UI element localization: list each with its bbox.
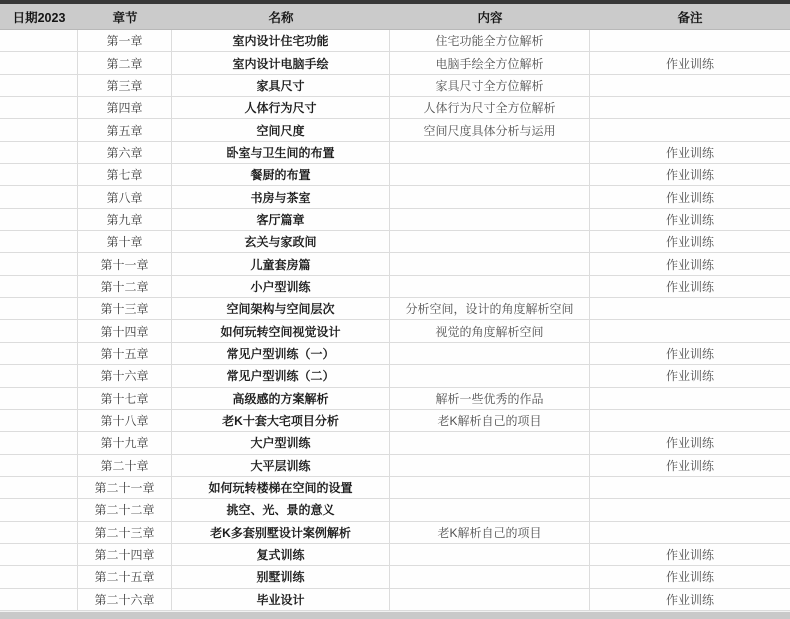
table-row <box>0 343 790 365</box>
cell-date[interactable] <box>0 231 78 252</box>
cell-name[interactable]: 老K多套别墅设计案例解析 <box>172 522 390 543</box>
cell-name[interactable]: 卧室与卫生间的布置 <box>172 142 390 163</box>
cell-chapter[interactable]: 第二十三章 <box>78 522 172 543</box>
cell-chapter[interactable]: 第十一章 <box>78 253 172 274</box>
column-header-date[interactable]: 日期2023 <box>12 10 66 25</box>
cell-date[interactable] <box>0 343 78 364</box>
cell-remark[interactable]: 作业训练 <box>665 145 714 160</box>
cell-remark[interactable]: 作业训练 <box>665 279 714 294</box>
cell-chapter[interactable]: 第十三章 <box>78 298 172 319</box>
cell-name[interactable]: 如何玩转楼梯在空间的设置 <box>172 477 390 498</box>
cell-content[interactable] <box>390 343 590 364</box>
cell-content[interactable] <box>390 566 590 587</box>
cell-date[interactable] <box>0 276 78 297</box>
cell-date[interactable] <box>0 589 78 610</box>
cell-chapter[interactable]: 第十四章 <box>78 320 172 341</box>
cell-name[interactable]: 室内设计住宅功能 <box>172 30 390 51</box>
sheet-bottom-edge <box>0 611 790 619</box>
cell-name[interactable]: 空间尺度 <box>172 119 390 140</box>
cell-name[interactable]: 毕业设计 <box>172 589 390 610</box>
cell-name[interactable]: 挑空、光、景的意义 <box>172 499 390 520</box>
cell-chapter[interactable]: 第十九章 <box>78 432 172 453</box>
column-header-chapter[interactable]: 章节 <box>112 10 138 25</box>
cell-chapter[interactable]: 第七章 <box>78 164 172 185</box>
table-row <box>0 209 790 231</box>
table-row <box>0 320 790 342</box>
cell-content[interactable] <box>390 477 590 498</box>
cell-remark[interactable]: 作业训练 <box>665 570 714 585</box>
table-row <box>0 388 790 410</box>
cell-date[interactable] <box>0 365 78 386</box>
table-row <box>0 589 790 611</box>
cell-content[interactable] <box>390 209 590 230</box>
cell-name[interactable]: 常见户型训练（二） <box>172 365 390 386</box>
cell-content[interactable] <box>390 231 590 252</box>
table-row <box>0 566 790 588</box>
cell-remark[interactable]: 作业训练 <box>665 369 714 384</box>
column-header-content[interactable]: 内容 <box>477 10 503 25</box>
cell-name[interactable]: 客厅篇章 <box>172 209 390 230</box>
cell-remark[interactable]: 作业训练 <box>665 212 714 227</box>
cell-date[interactable] <box>0 253 78 274</box>
cell-date[interactable] <box>0 499 78 520</box>
cell-remark[interactable] <box>590 30 790 51</box>
cell-content[interactable]: 老K解析自己的项目 <box>390 410 590 431</box>
cell-date[interactable] <box>0 477 78 498</box>
cell-name[interactable]: 玄关与家政间 <box>172 231 390 252</box>
cell-content[interactable] <box>390 186 590 207</box>
cell-name[interactable]: 儿童套房篇 <box>172 253 390 274</box>
cell-remark[interactable] <box>590 522 790 543</box>
cell-date[interactable] <box>0 455 78 476</box>
cell-remark[interactable] <box>590 320 790 341</box>
cell-content[interactable] <box>390 544 590 565</box>
cell-content[interactable]: 空间尺度具体分析与运用 <box>390 119 590 140</box>
cell-remark[interactable]: 作业训练 <box>665 346 714 361</box>
cell-remark[interactable]: 作业训练 <box>665 56 714 71</box>
cell-remark[interactable]: 作业训练 <box>665 436 714 451</box>
cell-chapter[interactable]: 第二十六章 <box>78 589 172 610</box>
table-row <box>0 75 790 97</box>
cell-chapter[interactable]: 第二章 <box>78 52 172 73</box>
cell-chapter[interactable]: 第二十二章 <box>78 499 172 520</box>
cell-chapter[interactable]: 第二十五章 <box>78 566 172 587</box>
cell-chapter[interactable]: 第二十四章 <box>78 544 172 565</box>
table-row <box>0 30 790 52</box>
cell-chapter[interactable]: 第十六章 <box>78 365 172 386</box>
cell-remark[interactable] <box>590 388 790 409</box>
cell-content[interactable]: 住宅功能全方位解析 <box>390 30 590 51</box>
cell-chapter[interactable]: 第四章 <box>78 97 172 118</box>
table-row <box>0 119 790 141</box>
cell-date[interactable] <box>0 97 78 118</box>
table-row <box>0 499 790 521</box>
cell-name[interactable]: 大平层训练 <box>172 455 390 476</box>
cell-chapter[interactable]: 第五章 <box>78 119 172 140</box>
cell-chapter[interactable]: 第二十一章 <box>78 477 172 498</box>
cell-name[interactable]: 常见户型训练（一） <box>172 343 390 364</box>
cell-remark[interactable]: 作业训练 <box>665 257 714 272</box>
table-row <box>0 455 790 477</box>
cell-name[interactable]: 大户型训练 <box>172 432 390 453</box>
cell-content[interactable]: 解析一些优秀的作品 <box>390 388 590 409</box>
cell-remark[interactable]: 作业训练 <box>665 548 714 563</box>
table-row <box>0 52 790 74</box>
table-body <box>0 30 790 611</box>
cell-content[interactable] <box>390 499 590 520</box>
cell-date[interactable] <box>0 142 78 163</box>
column-header-name[interactable]: 名称 <box>268 10 294 25</box>
cell-content[interactable] <box>390 365 590 386</box>
cell-name[interactable]: 高级感的方案解析 <box>172 388 390 409</box>
cell-remark[interactable]: 作业训练 <box>665 592 714 607</box>
cell-name[interactable]: 如何玩转空间视觉设计 <box>172 320 390 341</box>
cell-remark[interactable]: 作业训练 <box>665 190 714 205</box>
cell-remark[interactable] <box>590 298 790 319</box>
cell-name[interactable]: 餐厨的布置 <box>172 164 390 185</box>
cell-name[interactable]: 复式训练 <box>172 544 390 565</box>
cell-content[interactable]: 老K解析自己的项目 <box>390 522 590 543</box>
cell-date[interactable] <box>0 566 78 587</box>
cell-content[interactable] <box>390 589 590 610</box>
cell-remark[interactable]: 作业训练 <box>665 168 714 183</box>
cell-content[interactable]: 视觉的角度解析空间 <box>390 320 590 341</box>
cell-date[interactable] <box>0 388 78 409</box>
table-row <box>0 432 790 454</box>
table-row <box>0 142 790 164</box>
cell-date[interactable] <box>0 432 78 453</box>
cell-remark[interactable]: 作业训练 <box>665 458 714 473</box>
cell-name[interactable]: 空间架构与空间层次 <box>172 298 390 319</box>
cell-remark[interactable] <box>590 75 790 96</box>
cell-chapter[interactable]: 第九章 <box>78 209 172 230</box>
cell-chapter[interactable]: 第八章 <box>78 186 172 207</box>
cell-date[interactable] <box>0 164 78 185</box>
cell-chapter[interactable]: 第十章 <box>78 231 172 252</box>
cell-date[interactable] <box>0 209 78 230</box>
cell-date[interactable] <box>0 522 78 543</box>
table-row <box>0 231 790 253</box>
table-row <box>0 522 790 544</box>
cell-date[interactable] <box>0 544 78 565</box>
cell-content[interactable]: 分析空间，设计的角度解析空间 <box>390 298 590 319</box>
cell-content[interactable]: 人体行为尺寸全方位解析 <box>390 97 590 118</box>
cell-date[interactable] <box>0 410 78 431</box>
cell-name[interactable]: 小户型训练 <box>172 276 390 297</box>
table-row <box>0 276 790 298</box>
cell-date[interactable] <box>0 119 78 140</box>
cell-remark[interactable] <box>590 499 790 520</box>
table-row <box>0 365 790 387</box>
table-header-row <box>0 4 790 30</box>
cell-content[interactable] <box>390 164 590 185</box>
cell-chapter[interactable]: 第十七章 <box>78 388 172 409</box>
table-row <box>0 544 790 566</box>
column-header-remark[interactable]: 备注 <box>677 10 703 25</box>
cell-date[interactable] <box>0 52 78 73</box>
cell-content[interactable] <box>390 142 590 163</box>
cell-remark[interactable] <box>590 477 790 498</box>
cell-date[interactable] <box>0 30 78 51</box>
cell-name[interactable]: 老K十套大宅项目分析 <box>172 410 390 431</box>
cell-chapter[interactable]: 第三章 <box>78 75 172 96</box>
table-row <box>0 410 790 432</box>
cell-date[interactable] <box>0 75 78 96</box>
cell-remark[interactable] <box>590 119 790 140</box>
cell-chapter[interactable]: 第一章 <box>78 30 172 51</box>
cell-chapter[interactable]: 第六章 <box>78 142 172 163</box>
cell-remark[interactable]: 作业训练 <box>665 235 714 250</box>
table-row <box>0 97 790 119</box>
table-row <box>0 253 790 275</box>
cell-content[interactable] <box>390 253 590 274</box>
table-row <box>0 477 790 499</box>
cell-chapter[interactable]: 第二十章 <box>78 455 172 476</box>
cell-chapter[interactable]: 第十五章 <box>78 343 172 364</box>
table-row <box>0 164 790 186</box>
cell-name[interactable]: 人体行为尺寸 <box>172 97 390 118</box>
cell-date[interactable] <box>0 298 78 319</box>
cell-name[interactable]: 书房与茶室 <box>172 186 390 207</box>
cell-date[interactable] <box>0 320 78 341</box>
cell-name[interactable]: 家具尺寸 <box>172 75 390 96</box>
cell-name[interactable]: 别墅训练 <box>172 566 390 587</box>
cell-chapter[interactable]: 第十二章 <box>78 276 172 297</box>
cell-name[interactable]: 室内设计电脑手绘 <box>172 52 390 73</box>
cell-remark[interactable] <box>590 410 790 431</box>
cell-content[interactable] <box>390 432 590 453</box>
cell-remark[interactable] <box>590 97 790 118</box>
cell-content[interactable] <box>390 455 590 476</box>
cell-content[interactable]: 家具尺寸全方位解析 <box>390 75 590 96</box>
cell-chapter[interactable]: 第十八章 <box>78 410 172 431</box>
table-row <box>0 186 790 208</box>
cell-content[interactable]: 电脑手绘全方位解析 <box>390 52 590 73</box>
table-row <box>0 298 790 320</box>
cell-content[interactable] <box>390 276 590 297</box>
cell-date[interactable] <box>0 186 78 207</box>
